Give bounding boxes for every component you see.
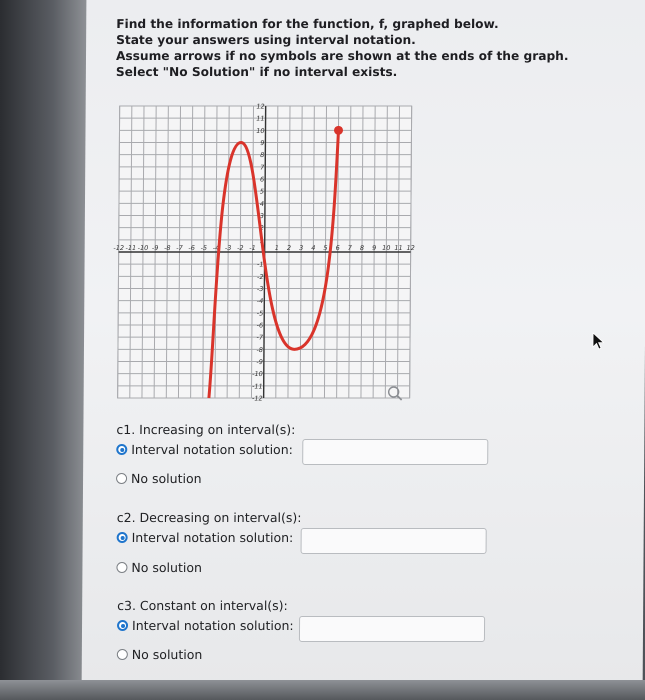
x-tick-label: -10 (137, 244, 149, 252)
y-tick-label: 10 (256, 126, 265, 135)
x-tick-label: -2 (237, 244, 244, 252)
c3-answer-field[interactable] (299, 616, 485, 642)
screen (82, 0, 645, 690)
x-tick-label: -1 (249, 244, 256, 252)
y-tick-label: 6 (259, 175, 265, 184)
x-tick-label: 12 (406, 244, 415, 252)
x-tick-label: 11 (394, 244, 403, 252)
y-tick-label: -2 (256, 272, 264, 281)
c3-no-solution-radio[interactable] (117, 649, 128, 660)
x-tick-label: 9 (372, 244, 377, 252)
c2-no-solution-radio[interactable] (116, 562, 127, 573)
instruction-line-4: Select "No Solution" if no interval exists. (115, 65, 398, 79)
y-tick-label: -3 (256, 285, 264, 293)
y-tick-label: 8 (260, 151, 265, 160)
c3-interval-radio[interactable] (117, 620, 128, 631)
x-tick-label: 4 (311, 244, 316, 252)
x-tick-label: 3 (299, 244, 304, 252)
mouse-cursor-icon (592, 332, 606, 350)
instruction-line-2: State your answers using interval notation. (116, 33, 416, 47)
x-tick-label: 5 (323, 244, 328, 252)
y-tick-label: -9 (256, 358, 263, 366)
y-tick-label: 5 (259, 187, 265, 196)
x-tick-label: 8 (359, 244, 365, 252)
x-tick-label: 6 (335, 244, 340, 252)
x-tick-label: 2 (286, 244, 292, 252)
y-tick-label: 3 (259, 212, 264, 220)
c1-answer-field[interactable] (302, 439, 488, 465)
c3-interval-option[interactable] (117, 618, 294, 633)
function-graph (83, 0, 645, 420)
curve-endpoint-closed (334, 126, 343, 135)
y-tick-label: 11 (256, 114, 265, 123)
graph-area (83, 0, 645, 420)
y-tick-label: 9 (260, 139, 265, 147)
c3-label: c3. Constant on interval(s): (117, 598, 288, 613)
c2-answer-input[interactable] (302, 529, 486, 553)
c2-interval-option-label: Interval notation solution: (131, 530, 294, 545)
x-tick-label: 1 (274, 244, 279, 252)
c1-interval-radio[interactable] (116, 444, 127, 455)
c1-interval-option[interactable] (116, 442, 293, 457)
y-tick-label: -7 (256, 333, 264, 342)
c1-answer-input[interactable] (303, 440, 487, 464)
y-tick-label: -1 (257, 260, 264, 269)
c2-interval-radio[interactable] (117, 532, 128, 543)
y-tick-label: -11 (252, 382, 263, 391)
y-tick-label: 12 (256, 102, 265, 111)
x-tick-label: -3 (224, 244, 232, 252)
y-tick-label: 4 (259, 199, 265, 208)
instruction-line-3: Assume arrows if no symbols are shown at the ends of the graph. (115, 49, 569, 63)
x-tick-label: -6 (188, 244, 195, 252)
c2-interval-option[interactable] (117, 530, 294, 545)
y-tick-label: -12 (251, 394, 263, 403)
y-tick-label: 7 (260, 163, 265, 172)
c2-answer-field[interactable] (301, 528, 487, 554)
y-tick-label: -4 (256, 297, 264, 306)
c3-no-solution-option[interactable] (117, 647, 203, 662)
instruction-line-1: Find the information for the function, f, graphed below. (116, 17, 499, 31)
y-tick-label: -10 (252, 370, 263, 379)
x-tick-label: 7 (347, 244, 352, 252)
x-tick-label: -4 (212, 244, 220, 252)
c1-no-solution-radio[interactable] (116, 473, 127, 484)
c2-no-solution-label: No solution (131, 560, 202, 575)
x-tick-label: -11 (125, 244, 137, 252)
x-tick-label: -9 (151, 244, 159, 252)
x-tick-label: -8 (164, 244, 171, 252)
c1-no-solution-option[interactable] (116, 471, 202, 486)
x-tick-label: -7 (176, 244, 183, 252)
c2-no-solution-option[interactable] (116, 560, 202, 575)
c1-no-solution-label: No solution (131, 471, 202, 486)
c3-answer-input[interactable] (300, 617, 484, 641)
y-tick-label: -6 (256, 321, 264, 330)
y-tick-label: -8 (256, 345, 263, 354)
c3-no-solution-label: No solution (131, 647, 203, 662)
c1-label: c1. Increasing on interval(s): (116, 422, 296, 437)
y-tick-label: 1 (259, 236, 264, 245)
y-tick-label: -5 (256, 309, 264, 318)
y-tick-label: 2 (259, 224, 264, 233)
photo-bezel-bottom (0, 680, 645, 700)
c3-interval-option-label: Interval notation solution: (131, 618, 294, 633)
x-tick-label: -12 (113, 244, 125, 252)
c1-interval-option-label: Interval notation solution: (131, 442, 293, 457)
x-tick-label: -5 (200, 244, 208, 252)
x-tick-label: 10 (382, 244, 391, 252)
c2-label: c2. Decreasing on interval(s): (116, 510, 302, 525)
